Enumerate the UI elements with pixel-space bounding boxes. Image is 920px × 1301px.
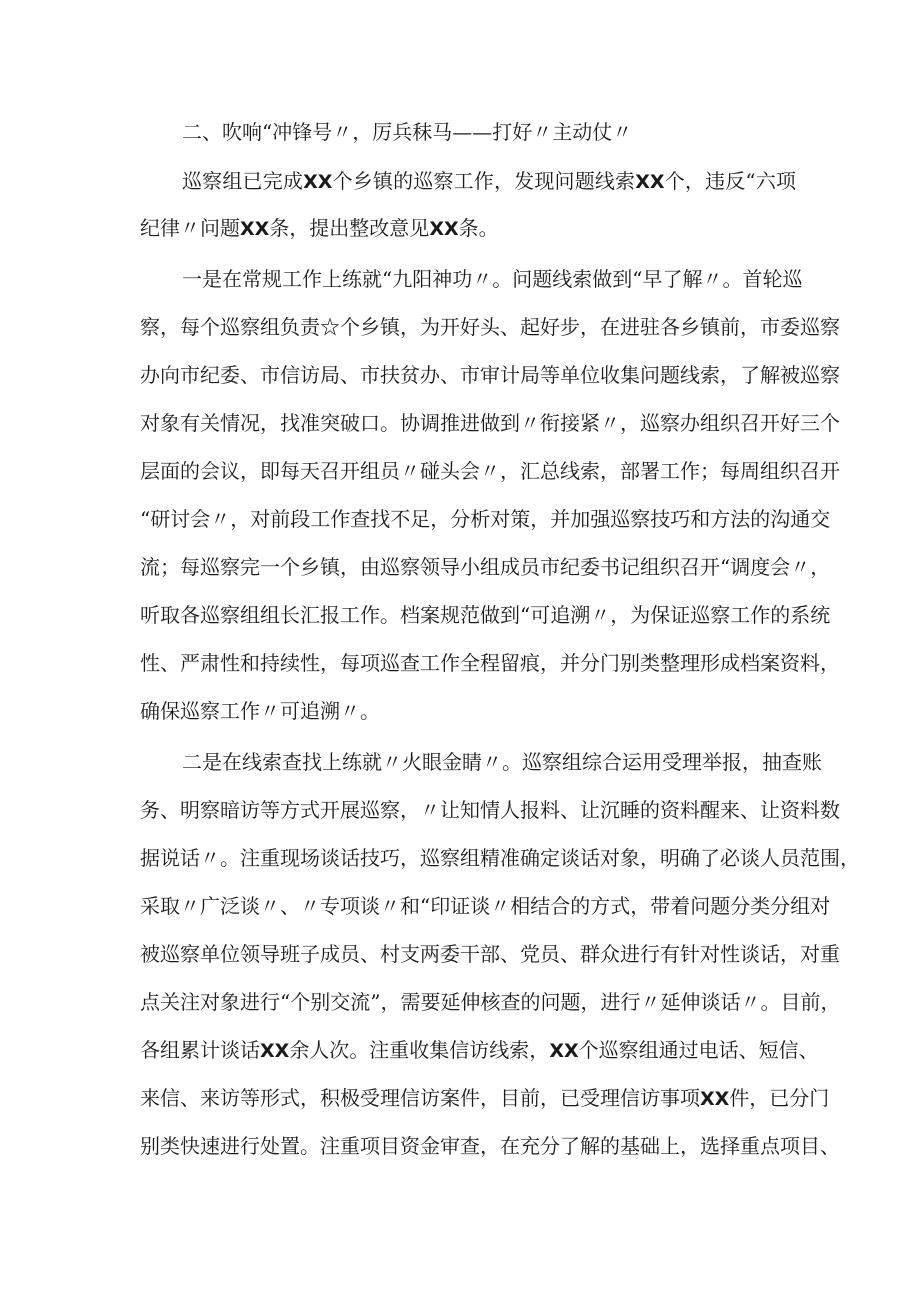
paragraph-line: 别类快速进行处置。注重项目资金审查，在充分了解的基础上，选择重点项目、 <box>140 1134 840 1158</box>
paragraph-line: 巡察组已完成XX个乡镇的巡察工作，发现问题线索XX个，违反“六项 <box>182 169 797 193</box>
paragraph-line: 察，每个巡察组负责☆个乡镇，为开好头、起好步，在进驻各乡镇前，市委巡察 <box>140 315 840 339</box>
paragraph-line: 点关注对象进行“个别交流”，需要延伸核查的问题，进行〃延伸谈话〃。目前， <box>140 990 841 1014</box>
paragraph-line: 确保巡察工作〃可追溯〃。 <box>140 699 380 723</box>
paragraph-line: 流；每巡察完一个乡镇，由巡察领导小组成员市纪委书记组织召开“调度会〃， <box>140 555 831 579</box>
paragraph-line: 听取各巡察组组长汇报工作。档案规范做到“可追溯〃，为保证巡察工作的系统 <box>140 603 831 627</box>
paragraph-line: 务、明察暗访等方式开展巡察，〃让知情人报料、让沉睡的资料醒来、让资料数 <box>140 798 840 822</box>
paragraph-line: 被巡察单位领导班子成员、村支两委干部、党员、群众进行有针对性谈话，对重 <box>140 942 840 966</box>
paragraph-line: 各组累计谈话XX余人次。注重收集信访线索，XX个巡察组通过电话、短信、 <box>140 1038 819 1062</box>
paragraph-line: 性、严肃性和持续性，每项巡查工作全程留痕，并分门别类整理形成档案资料， <box>140 651 840 675</box>
paragraph-line: 纪律〃问题XX条，提出整改意见XX条。 <box>140 216 499 240</box>
paragraph-line: 采取〃广泛谈〃、〃专项谈〃和“印证谈〃相结合的方式，带着问题分类分组对 <box>140 894 831 918</box>
paragraph-line: 对象有关情况，找准突破口。协调推进做到〃衔接紧〃，巡察办组织召开好三个 <box>140 411 840 435</box>
paragraph-line: 办向市纪委、市信访局、市扶贫办、市审计局等单位收集问题线索，了解被巡察 <box>140 363 840 387</box>
paragraph-line: 二是在线索查找上练就〃火眼金睛〃。巡察组综合运用受理举报，抽查账 <box>182 750 822 774</box>
paragraph-line: 据说话〃。注重现场谈话技巧，巡察组精准确定谈话对象，明确了必谈人员范围， <box>140 846 860 870</box>
section-heading: 二、吹响“冲锋号〃，厉兵秣马——打好〃主动仗〃 <box>182 120 633 144</box>
paragraph-line: 层面的会议，即每天召开组员〃碰头会〃，汇总线索，部署工作；每周组织召开 <box>140 459 840 483</box>
paragraph-line: 一是在常规工作上练就“九阳神功〃。问题线索做到“早了解〃。首轮巡 <box>182 267 803 291</box>
paragraph-line: 来信、来访等形式，积极受理信访案件，目前，已受理信访事项XX件，已分门 <box>140 1086 830 1110</box>
paragraph-line: “研讨会〃，对前段工作查找不足，分析对策，并加强巡察技巧和方法的沟通交 <box>140 507 831 531</box>
